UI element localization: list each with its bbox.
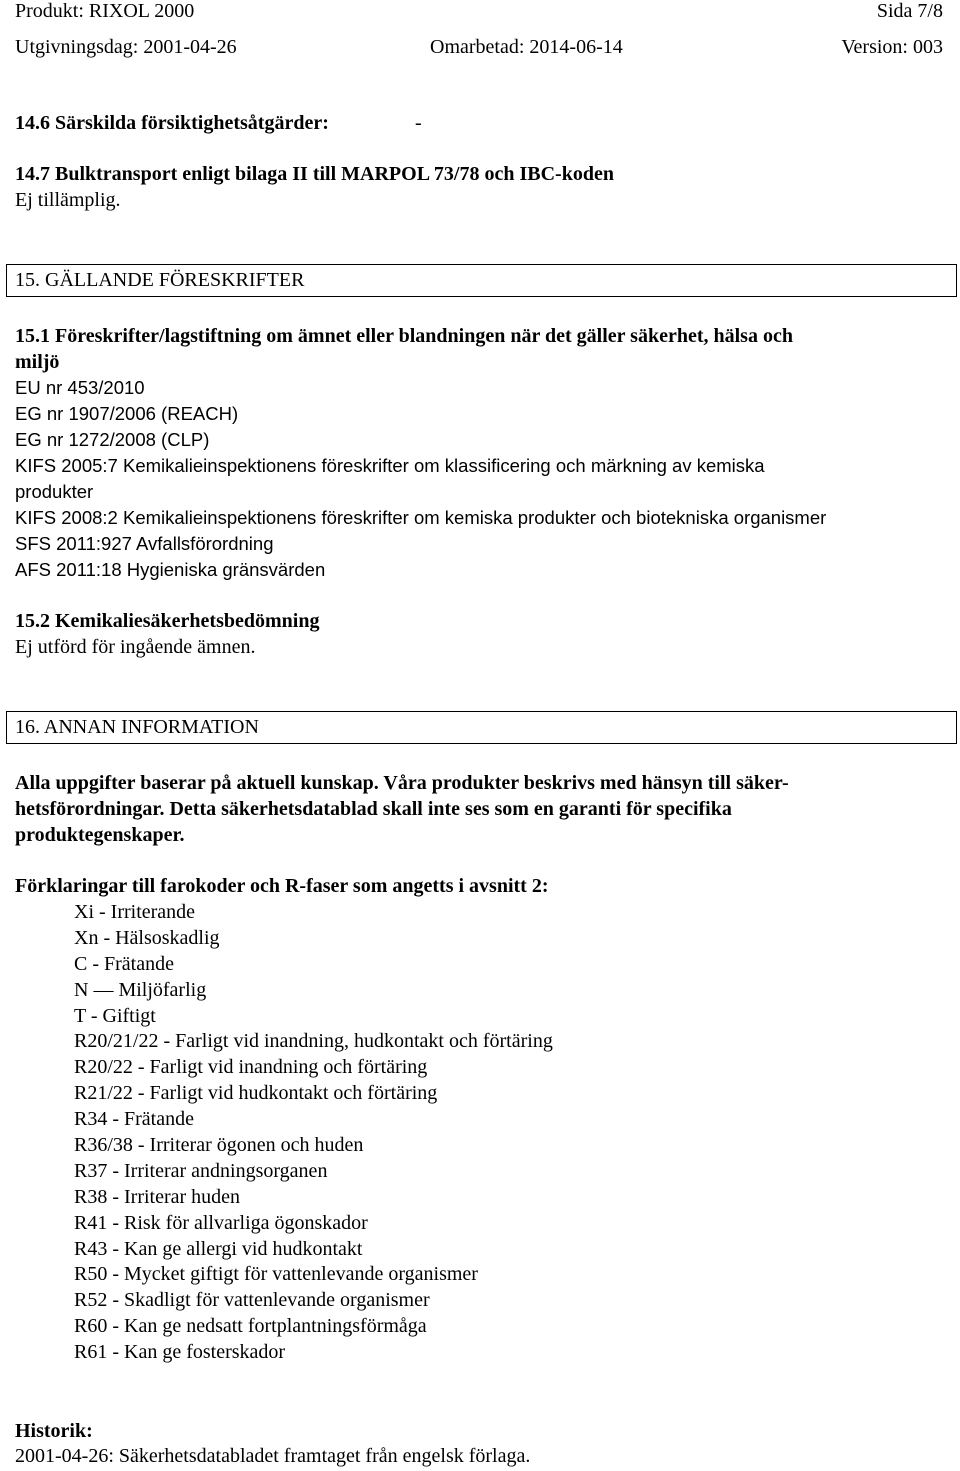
legend-item: R20/22 - Farligt vid inandning och förtäring: [74, 1056, 428, 1079]
legend-item: R61 - Kan ge fosterskador: [74, 1341, 286, 1364]
section-14-6-value: -: [415, 112, 422, 134]
disclaimer-line-2: hetsförordningar. Detta säkerhetsdatablad skall inte ses som en garanti för specifika: [15, 798, 732, 820]
header-issue-date: Utgivningsdag: 2001-04-26: [15, 36, 237, 58]
legend-item: R52 - Skadligt för vattenlevande organismer: [74, 1289, 430, 1312]
regulation-item: KIFS 2005:7 Kemikalieinspektionens föreskrifter om klassificering och märkning av kemiska: [15, 455, 765, 476]
regulation-item: EU nr 453/2010: [15, 377, 145, 398]
legend-item: R50 - Mycket giftigt för vattenlevande organismer: [74, 1263, 478, 1286]
legend-item: R43 - Kan ge allergi vid hudkontakt: [74, 1237, 363, 1260]
section-15-heading-box: [6, 264, 957, 297]
legend-item: R20/21/22 - Farligt vid inandning, hudkontakt och förtäring: [74, 1030, 553, 1053]
legend-item: C - Frätande: [74, 952, 174, 975]
regulation-item: AFS 2011:18 Hygieniska gränsvärden: [15, 559, 326, 580]
legend-title: Förklaringar till farokoder och R-faser som angetts i avsnitt 2:: [15, 875, 549, 897]
regulation-item: EG nr 1272/2008 (CLP): [15, 429, 210, 450]
section-14-6-title: 14.6 Särskilda försiktighetsåtgärder:: [15, 112, 329, 134]
section-15-heading: 15. GÄLLANDE FÖRESKRIFTER: [15, 269, 305, 291]
legend-item: R36/38 - Irriterar ögonen och huden: [74, 1134, 364, 1157]
header-product: Produkt: RIXOL 2000: [15, 0, 195, 22]
legend-item: N — Miljöfarlig: [74, 978, 207, 1001]
history-text: 2001-04-26: Säkerhetsdatabladet framtaget från engelsk förlaga.: [15, 1445, 531, 1467]
regulation-item: EG nr 1907/2006 (REACH): [15, 403, 239, 424]
section-15-2-text: Ej utförd för ingående ämnen.: [15, 636, 256, 658]
section-15-1-title-line1: 15.1 Föreskrifter/lagstiftning om ämnet eller blandningen när det gäller säkerhet, hälsa och: [15, 325, 793, 347]
legend-item: T - Giftigt: [74, 1004, 156, 1027]
regulation-list: [15, 375, 826, 583]
disclaimer-line-3: produktegenskaper.: [15, 824, 185, 846]
section-14-7-text: Ej tillämplig.: [15, 189, 121, 211]
history-title: Historik:: [15, 1420, 93, 1442]
section-15-2-title: 15.2 Kemikaliesäkerhetsbedömning: [15, 610, 320, 632]
legend-item: Xn - Hälsoskadlig: [74, 926, 220, 949]
legend-item: R21/22 - Farligt vid hudkontakt och förtäring: [74, 1082, 438, 1105]
disclaimer-line-1: Alla uppgifter baserar på aktuell kunskap. Våra produkter beskrivs med hänsyn till säker-: [15, 772, 789, 794]
regulation-item: KIFS 2008:2 Kemikalieinspektionens föreskrifter om kemiska produkter och biotekniska organismer: [15, 507, 827, 528]
section-15-1-title-line2: miljö: [15, 351, 60, 373]
header-version: Version: 003: [841, 36, 943, 58]
regulation-item: produkter: [15, 481, 94, 502]
legend-item: R34 - Frätande: [74, 1108, 194, 1131]
legend-item: R38 - Irriterar huden: [74, 1185, 241, 1208]
section-14-7-title: 14.7 Bulktransport enligt bilaga II till MARPOL 73/78 och IBC-koden: [15, 163, 614, 185]
header-revised-date: Omarbetad: 2014-06-14: [430, 36, 623, 58]
legend-list: [74, 899, 553, 1365]
regulation-item: SFS 2011:927 Avfallsförordning: [15, 533, 274, 554]
legend-item: R60 - Kan ge nedsatt fortplantningsförmåga: [74, 1315, 427, 1338]
header-page-number: Sida 7/8: [876, 0, 943, 22]
legend-item: R37 - Irriterar andningsorganen: [74, 1159, 328, 1182]
legend-item: Xi - Irriterande: [74, 901, 196, 923]
legend-item: R41 - Risk för allvarliga ögonskador: [74, 1211, 368, 1234]
section-16-heading-box: [6, 711, 957, 744]
section-16-heading: 16. ANNAN INFORMATION: [15, 716, 259, 738]
